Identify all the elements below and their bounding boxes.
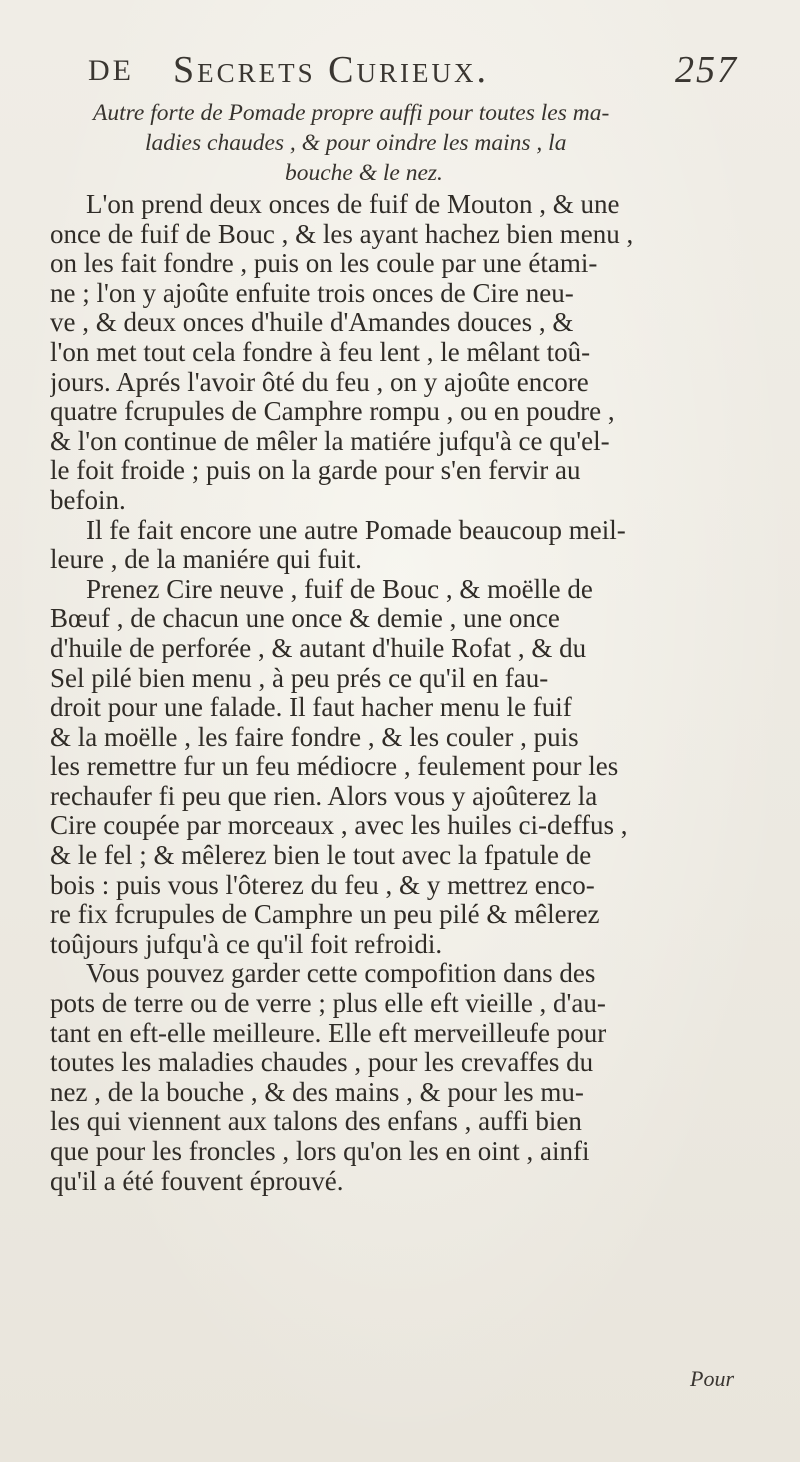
text-line: & la moëlle , les faire fondre , & les couler , puis (50, 722, 579, 752)
body-text (50, 190, 770, 1196)
text-line: ne ; l'on y ajoûte enfuite trois onces de Cire neu- (50, 278, 574, 308)
text-line: les remettre fur un feu médiocre , feulement pour les (50, 752, 619, 782)
text-line: qu'il a été fouvent éprouvé. (50, 1166, 344, 1196)
text-line: toutes les maladies chaudes , pour les crevaffes du (50, 1048, 594, 1078)
text-line: Il fe fait encore une autre Pomade beaucoup meil- (86, 515, 626, 545)
text-line: jours. Aprés l'avoir ôté du feu , on y ajoûte encore (50, 367, 589, 397)
running-head-prefix: DE (88, 54, 134, 87)
text-line: L'on prend deux onces de fuif de Mouton , & une (86, 190, 620, 219)
text-line: quatre fcrupules de Camphre rompu , ou en poudre , (50, 397, 615, 427)
text-line: Prenez Cire neuve , fuif de Bouc , & moëlle de (86, 574, 593, 604)
text-line: leure , de la maniére qui fuit. (50, 545, 362, 575)
heading-line: bouche & le nez. (285, 160, 443, 186)
heading-line: ladies chaudes , & pour oindre les mains , la (145, 130, 567, 156)
text-line: Bœuf , de chacun une once & demie , une once (50, 604, 560, 634)
text-line: d'huile de perforée , & autant d'huile Rofat , & du (50, 633, 587, 663)
text-line: on les fait fondre , puis on les coule par une étami- (50, 249, 598, 279)
text-line: les qui viennent aux talons des enfans , auffi bien (50, 1107, 582, 1137)
text-line: & l'on continue de mêler la matiére jufqu'à ce qu'el- (50, 426, 610, 456)
text-line: nez , de la bouche , & des mains , & pour les mu- (50, 1077, 584, 1107)
text-line: le foit froide ; puis on la garde pour s'en fervir au (50, 456, 581, 486)
text-line: befoin. (50, 485, 126, 515)
text-line: Sel pilé bien menu , à peu prés ce qu'il en fau- (50, 663, 549, 693)
text-line: re fix fcrupules de Camphre un peu pilé & mêlerez (50, 900, 600, 930)
text-line: tant en eft-elle meilleure. Elle eft merveilleufe pour (50, 1018, 607, 1048)
text-line: once de fuif de Bouc , & les ayant hachez bien menu , (50, 219, 634, 249)
text-line: ve , & deux onces d'huile d'Amandes douces , & (50, 308, 574, 338)
text-line: rechaufer fi peu que rien. Alors vous y ajoûterez la (50, 781, 598, 811)
recipe-heading (85, 98, 740, 188)
text-line: Vous pouvez garder cette compofition dans des (86, 959, 596, 989)
text-line: pots de terre ou de verre ; plus elle eft vieille , d'au- (50, 989, 606, 1019)
heading-line: Autre forte de Pomade propre auffi pour toutes les ma- (93, 100, 610, 126)
text-line: que pour les froncles , lors qu'on les en oint , ainfi (50, 1137, 590, 1166)
catchword: Pour (690, 1366, 734, 1391)
running-head-title: Secrets Curieux. (173, 49, 489, 91)
text-line: droit pour une falade. Il faut hacher menu le fuif (50, 693, 572, 723)
running-head (88, 48, 738, 91)
text-line: & le fel ; & mêlerez bien le tout avec la fpatule de (50, 841, 592, 871)
text-line: toûjours jufqu'à ce qu'il foit refroidi. (50, 929, 443, 959)
text-line: bois : puis vous l'ôterez du feu , & y mettrez enco- (50, 870, 595, 900)
text-line: Cire coupée par morceaux , avec les huiles ci-deffus , (50, 811, 628, 841)
page-number: 257 (675, 49, 738, 91)
text-line: l'on met tout cela fondre à feu lent , le mêlant toû- (50, 337, 591, 367)
